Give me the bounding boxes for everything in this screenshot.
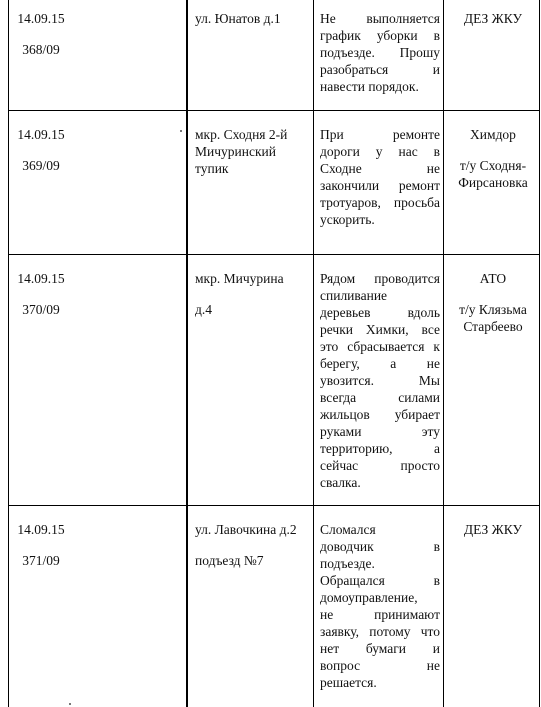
address-line: мкр. Сходня 2-й [195, 127, 288, 142]
description-cell [320, 521, 440, 691]
request-date: 14.09.15 [17, 522, 65, 537]
description-line: навести порядок. [320, 79, 419, 94]
address-line: Мичуринский [195, 144, 276, 159]
description-line: не принимают [320, 607, 440, 622]
description-line: график уборки в [320, 28, 440, 43]
description-line: нет бумаги и [320, 641, 440, 656]
organization-line: Фирсановка [458, 175, 528, 190]
description-line: домоуправление, [320, 590, 418, 605]
table-border-col3 [313, 0, 314, 707]
organization-line: т/у Сходня- [459, 158, 527, 173]
description-line: подъезде. Прошу [320, 45, 440, 60]
request-number: 369/09 [22, 158, 60, 173]
scan-artifact [180, 130, 182, 132]
description-line: вопрос не [320, 658, 440, 673]
organization-line: т/у Клязьма [459, 302, 527, 317]
description-line: тротуаров, просьба [320, 195, 440, 210]
address-line: мкр. Мичурина [195, 271, 284, 286]
description-line: доводчик в [320, 539, 440, 554]
organization-cell [448, 270, 538, 335]
organization-line: ДЕЗ ЖКУ [463, 11, 523, 26]
table-border-right [539, 0, 540, 707]
description-line: Обращался в [320, 573, 440, 588]
row-separator [8, 254, 540, 255]
description-line: речки Химки, все [320, 322, 440, 337]
request-number: 368/09 [22, 42, 60, 57]
address-cell [195, 270, 313, 318]
description-cell [320, 270, 440, 491]
row-separator [8, 505, 540, 506]
description-line: территорию, а [320, 441, 440, 456]
description-line: берегу, а не [320, 356, 440, 371]
organization-cell [448, 10, 538, 27]
scan-artifact [69, 703, 71, 705]
description-line: всегда силами [320, 390, 440, 405]
request-date: 14.09.15 [17, 127, 65, 142]
table-row [10, 270, 72, 318]
address-line: ул. Лавочкина д.2 [195, 522, 297, 537]
address-line: д.4 [195, 302, 212, 317]
description-line: ускорить. [320, 212, 375, 227]
description-line: это сбрасывается к [320, 339, 440, 354]
description-line: деревьев вдоль [320, 305, 440, 320]
table-border-col4 [443, 0, 444, 707]
description-line: подъезде. [320, 556, 375, 571]
description-line: закончили ремонт [320, 178, 440, 193]
description-line: дороги у нас в [320, 144, 440, 159]
description-line: жильцов убирает [320, 407, 440, 422]
description-cell [320, 10, 440, 95]
request-date: 14.09.15 [17, 271, 65, 286]
table-border-col2 [186, 0, 188, 707]
description-line: сейчас просто [320, 458, 440, 473]
description-line: спиливание [320, 288, 388, 303]
organization-line: ДЕЗ ЖКУ [463, 522, 523, 537]
description-cell [320, 126, 440, 228]
description-line: увозится. Мы [320, 373, 440, 388]
table-row [10, 126, 72, 174]
organization-line: Старбеево [463, 319, 523, 334]
organization-cell [448, 521, 538, 538]
organization-line: Химдор [470, 127, 516, 142]
description-line: разобраться и [320, 62, 440, 77]
request-date: 14.09.15 [17, 11, 65, 26]
description-line: заявку, потому что [320, 624, 440, 639]
description-line: Рядом проводится [320, 271, 440, 286]
address-cell [195, 521, 313, 569]
table-row [10, 521, 72, 569]
description-line: руками эту [320, 424, 440, 439]
address-cell [195, 10, 313, 27]
address-line: тупик [195, 161, 229, 176]
table-row [10, 10, 72, 58]
address-cell [195, 126, 313, 177]
address-line: подъезд №7 [195, 553, 264, 568]
table-border-left [8, 0, 9, 707]
request-number: 371/09 [22, 553, 60, 568]
description-line: Не выполняется [320, 11, 440, 26]
address-line: ул. Юнатов д.1 [195, 11, 281, 26]
description-line: свалка. [320, 475, 361, 490]
request-number: 370/09 [22, 302, 60, 317]
description-line: Сломался [320, 522, 376, 537]
description-line: Сходне не [320, 161, 440, 176]
description-line: При ремонте [320, 127, 440, 142]
organization-cell [448, 126, 538, 191]
description-line: решается. [320, 675, 377, 690]
organization-line: АТО [479, 271, 507, 286]
row-separator [8, 110, 540, 111]
